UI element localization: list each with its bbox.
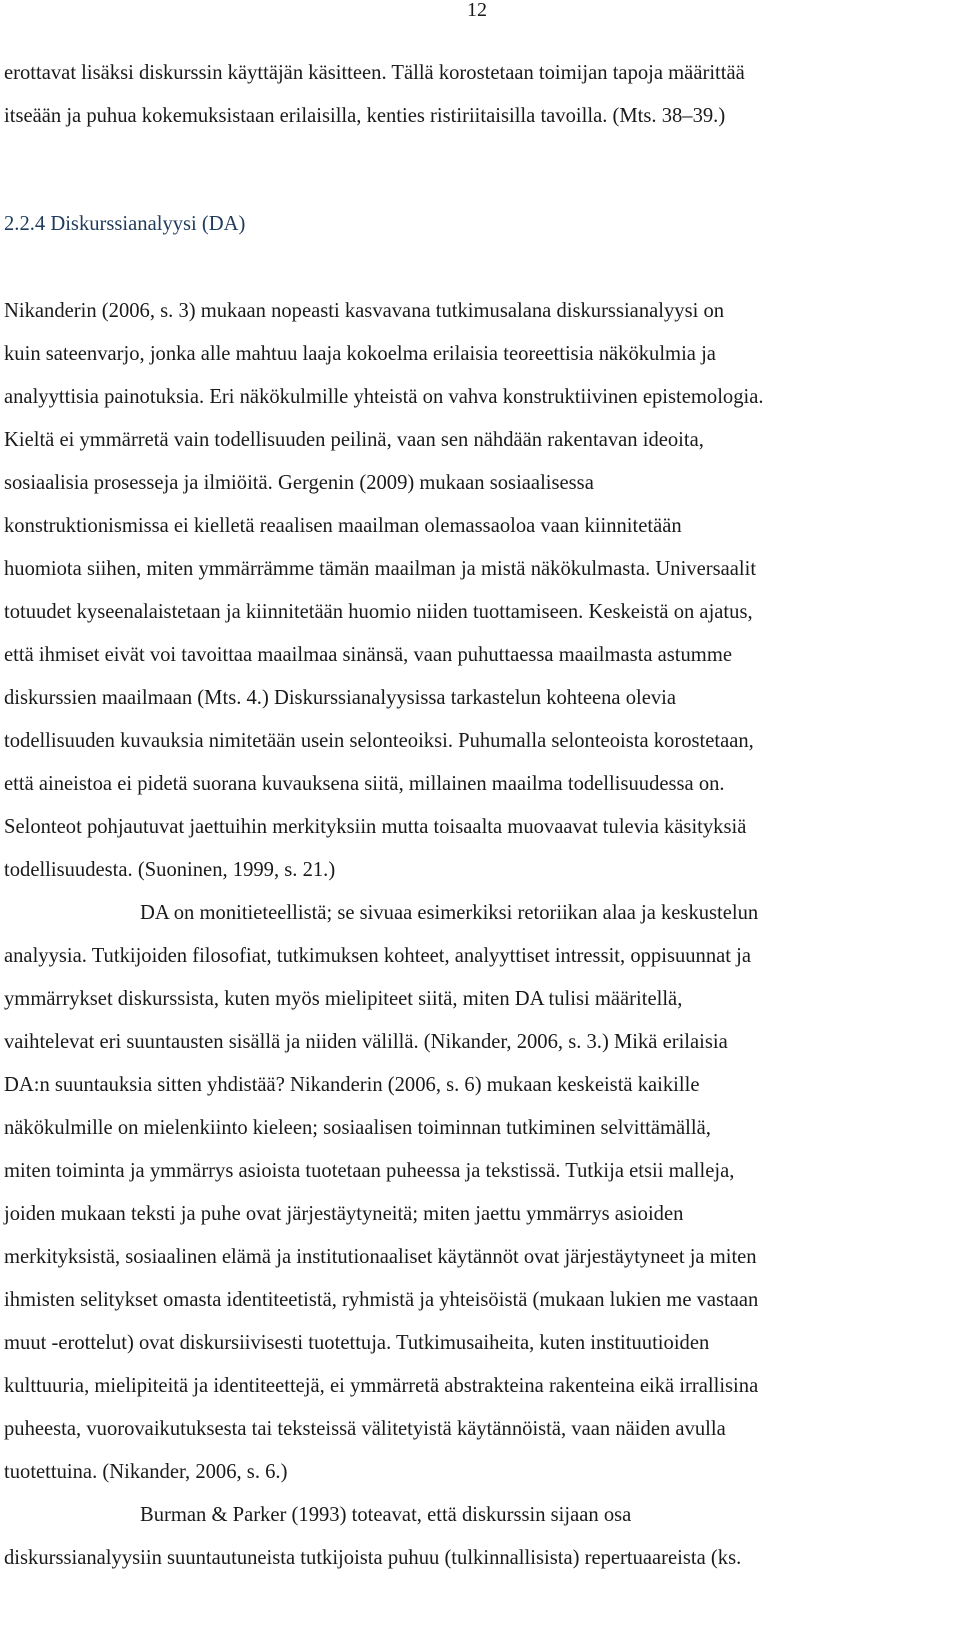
text-line: miten toiminta ja ymmärrys asioista tuotetaan puheessa ja tekstissä. Tutkija etsii malleja, [4,1160,735,1182]
text-line: että ihmiset eivät voi tavoittaa maailmaa sinänsä, vaan puhuttaessa maailmasta astumme [4,644,732,666]
text-line: DA on monitieteellistä; se sivuaa esimerkiksi retoriikan alaa ja keskustelun [140,902,759,924]
text-line: analyyttisia painotuksia. Eri näkökulmille yhteistä on vahva konstruktiivinen epistemologia. [4,386,764,408]
text-line: huomiota siihen, miten ymmärrämme tämän maailman ja mistä näkökulmasta. Universaalit [4,558,757,580]
text-line: ymmärrykset diskurssista, kuten myös mielipiteet siitä, miten DA tulisi määritellä, [4,988,683,1010]
page-number: 12 [467,0,487,21]
text-line: Burman & Parker (1993) toteavat, että diskurssin sijaan osa [140,1504,632,1526]
text-line: sosiaalisia prosesseja ja ilmiöitä. Gergenin (2009) mukaan sosiaalisessa [4,472,594,494]
text-line: Nikanderin (2006, s. 3) mukaan nopeasti kasvavana tutkimusalana diskurssianalyysi on [4,300,725,322]
text-line: diskurssianalyysiin suuntautuneista tutkijoista puhuu (tulkinnallisista) repertuaareista (ks. [4,1547,742,1569]
text-line: konstruktionismissa ei kielletä reaalisen maailman olemassaoloa vaan kiinnitetään [4,515,682,537]
text-line: analyysia. Tutkijoiden filosofiat, tutkimuksen kohteet, analyyttiset intressit, oppisuunnat ja [4,945,752,967]
text-line: muut -erottelut) ovat diskursiivisesti tuotettuja. Tutkimusaiheita, kuten instituutioiden [4,1332,710,1354]
text-line: että aineistoa ei pidetä suorana kuvauksena siitä, millainen maailma todellisuudessa on. [4,773,725,795]
text-line: joiden mukaan teksti ja puhe ovat järjestäytyneitä; miten jaettu ymmärrys asioiden [4,1203,684,1225]
text-line: puheesta, vuorovaikutuksesta tai teksteissä välitetyistä käytännöistä, vaan näiden avulla [4,1418,726,1440]
text-line: merkityksistä, sosiaalinen elämä ja institutionaaliset käytännöt ovat järjestäytyneet ja miten [4,1246,757,1268]
text-line: tuotettuina. (Nikander, 2006, s. 6.) [4,1461,288,1483]
text-line: kulttuuria, mielipiteitä ja identiteettejä, ei ymmärretä abstrakteina rakenteina eikä irrallisina [4,1375,759,1397]
text-line: vaihtelevat eri suuntausten sisällä ja niiden välillä. (Nikander, 2006, s. 3.) Mikä erilaisia [4,1031,728,1053]
text-line: kuin sateenvarjo, jonka alle mahtuu laaja kokoelma erilaisia teoreettisia näkökulmia ja [4,343,716,365]
text-line: totuudet kyseenalaistetaan ja kiinnitetään huomio niiden tuottamiseen. Keskeistä on ajatus, [4,601,753,623]
text-line: Kieltä ei ymmärretä vain todellisuuden peilinä, vaan sen nähdään rakentavan ideoita, [4,429,704,451]
text-line: itseään ja puhua kokemuksistaan erilaisilla, kenties ristiriitaisilla tavoilla. (Mts. 38–39.) [4,105,726,127]
text-line: näkökulmille on mielenkiinto kieleen; sosiaalisen toiminnan tutkiminen selvittämällä, [4,1117,711,1139]
text-line: todellisuuden kuvauksia nimitetään usein selonteoiksi. Puhumalla selonteoista korostetaan, [4,730,754,752]
section-heading: 2.2.4 Diskurssianalyysi (DA) [4,213,246,235]
text-line: todellisuudesta. (Suoninen, 1999, s. 21.) [4,859,336,881]
text-line: diskurssien maailmaan (Mts. 4.) Diskurssianalyysissa tarkastelun kohteena olevia [4,687,677,709]
text-line: DA:n suuntauksia sitten yhdistää? Nikanderin (2006, s. 6) mukaan keskeistä kaikille [4,1074,700,1096]
text-line: ihmisten selitykset omasta identiteetistä, ryhmistä ja yhteisöistä (mukaan lukien me vastaan [4,1289,759,1311]
text-line: Selonteot pohjautuvat jaettuihin merkityksiin mutta toisaalta muovaavat tulevia käsityksiä [4,816,747,838]
text-line: erottavat lisäksi diskurssin käyttäjän käsitteen. Tällä korostetaan toimijan tapoja määrittää [4,62,745,84]
